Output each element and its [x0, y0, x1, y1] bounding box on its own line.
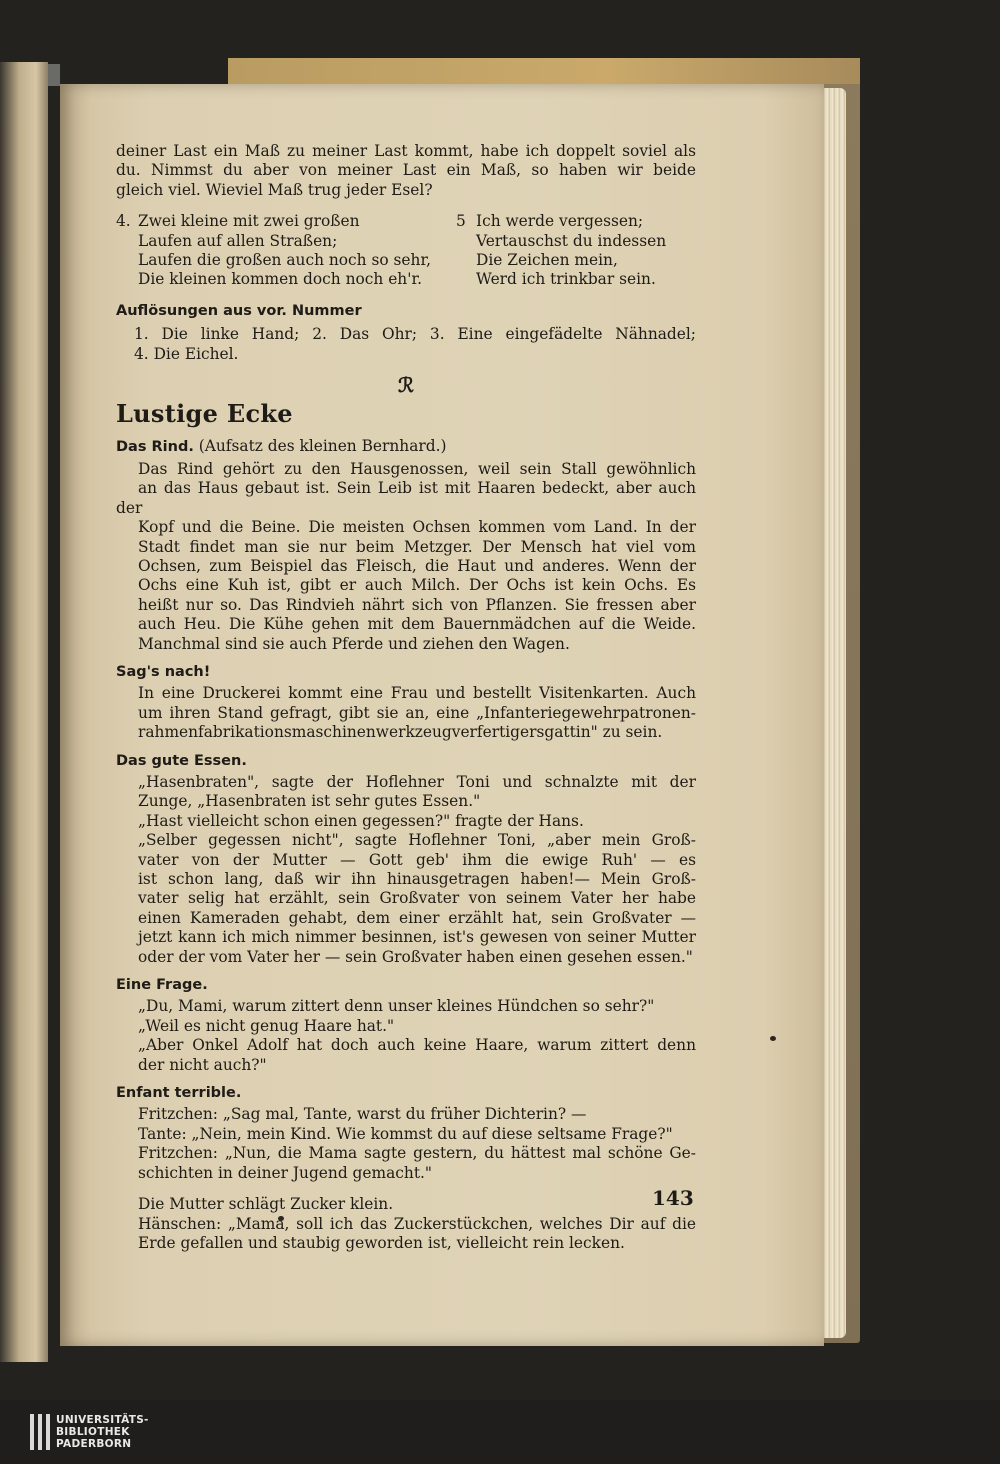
article-body	[116, 460, 696, 654]
text-line: Kopf und die Beine. Die meisten Ochsen kommen vom Land. In der	[138, 518, 696, 537]
logo-bar-icon	[30, 1414, 34, 1450]
article-paragraph	[116, 1017, 696, 1036]
text-line: „Hasenbraten", sagte der Hoflehner Toni und schnalzte mit der	[138, 772, 696, 791]
text-line: „Selber gegessen nicht", sagte Hoflehner Toni, „aber mein Groß-	[138, 831, 696, 850]
text-line: Fritzchen: „Nun, die Mama sagte gestern, du hättest mal schöne Ge-	[138, 1144, 696, 1163]
text-line: Tante: „Nein, mein Kind. Wie kommst du auf diese seltsame Frage?"	[138, 1124, 673, 1143]
article-paragraph	[116, 1215, 696, 1254]
article-paragraph	[116, 1144, 696, 1183]
text-line: auch Heu. Die Kühe gehen mit dem Bauernmädchen auf die Weide.	[138, 615, 696, 634]
verse-line: Zwei kleine mit zwei großen	[138, 212, 360, 231]
article-title: Sag's nach!	[116, 663, 211, 680]
article-title: Enfant terrible.	[116, 1085, 242, 1102]
text-line: „Aber Onkel Adolf hat doch auch keine Haare, warum zittert denn	[138, 1036, 696, 1055]
text-line: jetzt kann ich mich nimmer besinnen, ist's gewesen von seiner Mutter	[138, 928, 696, 947]
text-line: du. Nimmst du aber von meiner Last ein Maß, so haben wir beide	[116, 161, 696, 180]
text-line: Hänschen: „Mama, soll ich das Zuckerstückchen, welches Dir auf die	[138, 1214, 696, 1233]
text-line: In eine Druckerei kommt eine Frau und bestellt Visitenkarten. Auch	[138, 684, 696, 703]
text-line: deiner Last ein Maß zu meiner Last kommt, habe ich doppelt soviel als	[116, 142, 696, 160]
article-title: Das Rind.	[116, 439, 194, 456]
answers	[134, 325, 696, 364]
page-speck	[770, 1036, 776, 1041]
text-line: vater selig hat erzählt, sein Großvater von seinem Vater her habe	[138, 889, 696, 908]
ornament-glyph: ℛ	[398, 373, 414, 398]
text-line: Erde gefallen und staubig geworden ist, vielleicht rein lecken.	[138, 1233, 625, 1252]
riddle-lines	[138, 212, 431, 290]
article-subtitle: (Aufsatz des kleinen Bernhard.)	[198, 437, 447, 456]
text-line: heißt nur so. Das Rindvieh nährt sich von Pflanzen. Sie fressen aber	[138, 595, 696, 614]
logo-line: PADERBORN	[56, 1438, 132, 1450]
article-paragraph	[116, 1195, 696, 1214]
article-paragraph	[116, 773, 696, 812]
article-title: Eine Frage.	[116, 977, 208, 994]
left-page-edge	[0, 62, 48, 1362]
riddle-intro	[116, 142, 696, 200]
text-line: 4. Die Eichel.	[134, 344, 239, 363]
verse-line: Ich werde vergessen;	[476, 212, 644, 231]
article-paragraph	[116, 1105, 696, 1124]
article-paragraph	[116, 812, 696, 831]
riddle-poems	[116, 212, 696, 290]
text-line: Die Mutter schlägt Zucker klein.	[138, 1195, 394, 1214]
article-enfant-terrible	[116, 1083, 696, 1183]
text-line: vater von der Mutter — Gott geb' ihm die ewige Ruh' — es	[138, 850, 696, 869]
text-line: ist schon lang, daß wir ihn hinausgetragen haben!— Mein Groß-	[138, 870, 696, 888]
logo-bar-icon	[46, 1414, 50, 1450]
riddle-lines	[476, 212, 666, 290]
text-line: Manchmal sind sie auch Pferde und ziehen den Wagen.	[138, 634, 570, 653]
text-line: „Weil es nicht genug Haare hat."	[138, 1016, 395, 1035]
section-title: Lustige Ecke	[116, 399, 293, 429]
article-sags-nach	[116, 662, 696, 743]
riddle-number: 4.	[116, 212, 131, 231]
text-line: 1. Die linke Hand; 2. Das Ohr; 3. Eine eingefädelte Nähnadel;	[134, 325, 696, 344]
library-logo-text	[56, 1414, 149, 1450]
article-paragraph	[116, 831, 696, 967]
riddle-4	[116, 212, 456, 290]
text-line: „Hast vielleicht schon einen gegessen?" fragte der Hans.	[138, 811, 584, 830]
page-number: 143	[652, 1186, 694, 1210]
text-line: Das Rind gehört zu den Hausgenossen, weil sein Stall gewöhnlich	[138, 459, 696, 478]
text-line: der nicht auch?"	[138, 1055, 267, 1074]
text-line: gleich viel. Wieviel Maß trug jeder Esel?	[116, 180, 433, 199]
riddle-5	[456, 212, 696, 290]
text-line: oder der vom Vater her — sein Großvater haben einen gesehen essen."	[138, 947, 693, 966]
text-line: einen Kameraden gehabt, dem einer erzählt hat, sein Großvater —	[138, 908, 696, 927]
text-line: Fritzchen: „Sag mal, Tante, warst du früher Dichterin? —	[138, 1105, 587, 1124]
article-title: Das gute Essen.	[116, 752, 247, 769]
article-gute-essen	[116, 751, 696, 967]
library-footer	[0, 1400, 1000, 1464]
text-line: „Du, Mami, warum zittert denn unser kleines Hündchen so sehr?"	[138, 997, 655, 1016]
text-line: Ochs eine Kuh ist, gibt er auch Milch. Der Ochs ist kein Ochs. Es	[138, 576, 696, 595]
article-paragraph	[116, 1036, 696, 1075]
article-paragraph	[116, 997, 696, 1016]
verse-line: Werd ich trinkbar sein.	[476, 270, 656, 289]
verse-line: Vertauschst du indessen	[476, 231, 667, 250]
article-paragraph	[116, 1125, 696, 1144]
book-cover-edge	[228, 58, 860, 84]
logo-bar-icon	[38, 1414, 42, 1450]
text-line: rahmenfabrikationsmaschinenwerkzeugverfertigersgattin" zu sein.	[138, 723, 663, 742]
text-column	[116, 142, 696, 1253]
article-rind	[116, 437, 696, 653]
verse-line: Laufen auf allen Straßen;	[138, 231, 338, 250]
article-zucker	[116, 1195, 696, 1253]
riddle-number: 5	[456, 212, 466, 231]
text-line: Zunge, „Hasenbraten ist sehr gutes Essen."	[138, 792, 481, 811]
article-eine-frage	[116, 975, 696, 1075]
answers-heading: Auflösungen aus vor. Nummer	[116, 302, 362, 319]
text-line: Ochsen, zum Beispiel das Fleisch, die Haut und anderes. Wenn der	[138, 556, 696, 575]
text-line: Stadt findet man sie nur beim Metzger. Der Mensch hat viel vom	[138, 537, 696, 556]
logo-line: UNIVERSITÄTS-	[56, 1414, 149, 1426]
logo-line: BIBLIOTHEK	[56, 1426, 130, 1438]
text-line: an das Haus gebaut ist. Sein Leib ist mit Haaren bedeckt, aber auch der	[116, 479, 696, 517]
verse-line: Die kleinen kommen doch noch eh'r.	[138, 270, 423, 289]
verse-line: Die Zeichen mein,	[476, 251, 618, 270]
verse-line: Laufen die großen auch noch so sehr,	[138, 251, 432, 270]
article-body	[116, 684, 696, 742]
text-line: um ihren Stand gefragt, gibt sie an, eine „Infanteriegewehrpatronen-	[138, 703, 696, 722]
text-line: schichten in deiner Jugend gemacht."	[138, 1163, 432, 1182]
